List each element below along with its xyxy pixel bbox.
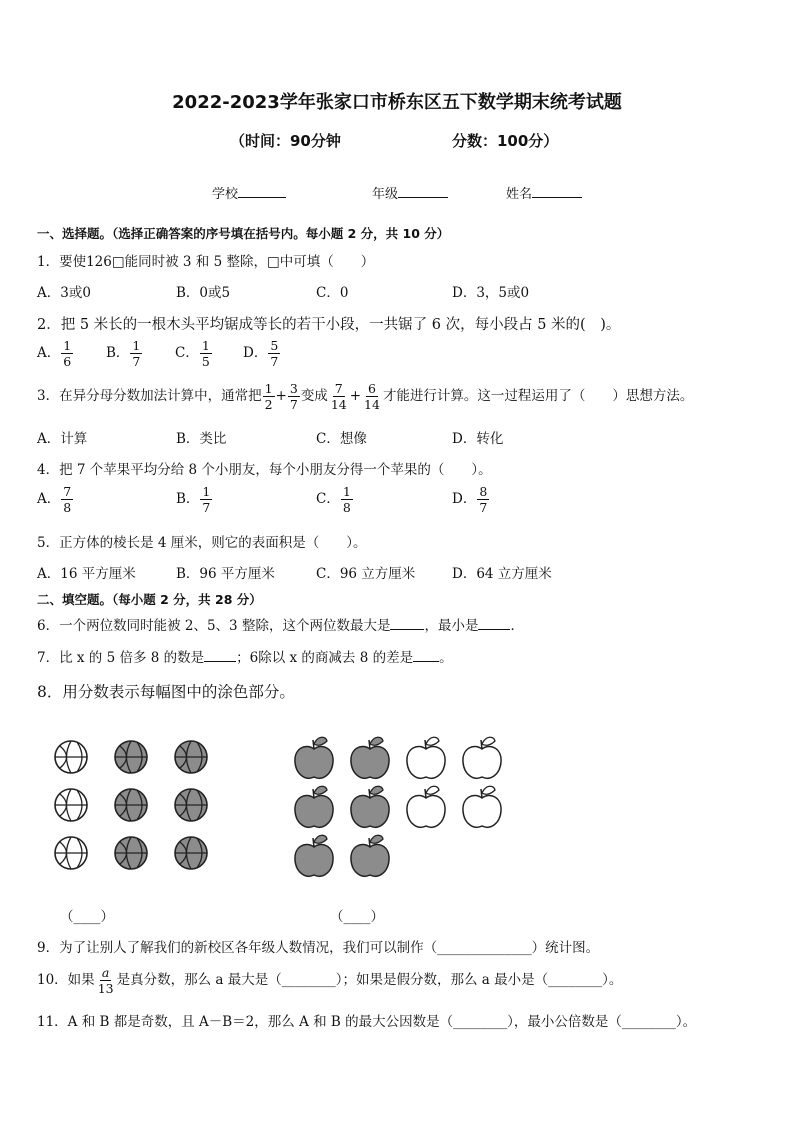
apple-figure [285, 730, 515, 880]
q8-blank-2[interactable]: （____） [330, 909, 384, 925]
q1-option-b[interactable]: B．0或5 [176, 285, 231, 301]
basketball-shaded-icon [175, 741, 207, 773]
q7-blank-2[interactable] [413, 649, 439, 662]
q4-option-d[interactable]: D． $\frac{8}{7}$ [452, 484, 488, 515]
school-field [212, 183, 286, 202]
question-11: 11．A 和 B 都是奇数，且 A－B＝2，那么 A 和 B 的最大公因数是（________），最小公倍数是（________）。 [37, 1014, 697, 1030]
apple-shaded-icon [351, 737, 389, 778]
q1-option-a[interactable]: A．3或0 [37, 285, 91, 301]
question-8: 8．用分数表示每幅图中的涂色部分。 [37, 683, 295, 701]
question-3: 3．在异分母分数加法计算中，通常把 $\frac{1}{2}$ + $\frac{3}{7}$ 变成 $\frac{7}{14}$ + $\frac{6}{14}$ 才能进行计算。这一过程运用了（ ）思想方法。 [37, 381, 694, 412]
q5-option-d[interactable]: D．64 立方厘米 [452, 566, 552, 582]
q6-blank-1[interactable] [390, 617, 424, 630]
basketball-shaded-icon [175, 789, 207, 821]
basketball-shaded-icon [115, 741, 147, 773]
question-1: 1．要使126□能同时被 3 和 5 整除，□中可填（ ） [37, 254, 375, 270]
name-field [506, 183, 582, 202]
question-6: 6．一个两位数同时能被 2、5、3 整除，这个两位数最大是 ，最小是 ． [37, 618, 524, 634]
time-label: （时间：90分钟 [230, 132, 341, 150]
q3-option-c[interactable]: C．想像 [316, 431, 367, 447]
apple-icon [407, 786, 445, 827]
name-label: 姓名 [506, 187, 533, 202]
q5-option-a[interactable]: A．16 平方厘米 [37, 566, 136, 582]
q1-option-d[interactable]: D．3，5或0 [452, 285, 530, 301]
q2-option-a[interactable]: A． $\frac{1}{6}$ [37, 338, 72, 369]
score-label: 分数：100分） [452, 132, 559, 150]
basketball-shaded-icon [115, 789, 147, 821]
apple-icon [463, 737, 501, 778]
basketball-icon [55, 789, 87, 821]
grade-blank[interactable] [398, 185, 448, 198]
apple-shaded-icon [295, 737, 333, 778]
basketball-figure [45, 730, 245, 880]
apple-shaded-icon [295, 835, 333, 876]
school-label: 学校 [212, 187, 239, 202]
q4-option-c[interactable]: C． $\frac{1}{8}$ [316, 484, 351, 515]
q1-option-c[interactable]: C．0 [316, 285, 349, 301]
q4-option-a[interactable]: A． $\frac{7}{8}$ [37, 484, 72, 515]
q8-blank-1[interactable]: （____） [60, 909, 114, 925]
q5-option-c[interactable]: C．96 立方厘米 [316, 566, 416, 582]
basketball-icon [55, 741, 87, 773]
q2-option-b[interactable]: B． $\frac{1}{7}$ [106, 338, 141, 369]
apple-shaded-icon [295, 786, 333, 827]
apple-icon [463, 786, 501, 827]
grade-field [372, 183, 448, 202]
section2-heading: 二、填空题。（每小题 2 分，共 28 分） [37, 592, 262, 607]
q2-option-c[interactable]: C． $\frac{1}{5}$ [175, 338, 210, 369]
question-7: 7．比 x 的 5 倍多 8 的数是 ；6除以 x 的商减去 8 的差是 。 [37, 650, 453, 666]
page-title: 2022-2023学年张家口市桥东区五下数学期末统考试题 [172, 92, 622, 113]
q5-option-b[interactable]: B．96 平方厘米 [176, 566, 275, 582]
q3-option-a[interactable]: A．计算 [37, 431, 88, 447]
question-2: 2．把 5 米长的一根木头平均锯成等长的若干小段，一共锯了 6 次，每小段占 5 米的( )。 [37, 317, 621, 333]
q6-blank-2[interactable] [478, 617, 510, 630]
q4-option-b[interactable]: B． $\frac{1}{7}$ [176, 484, 211, 515]
q3-option-d[interactable]: D．转化 [452, 431, 504, 447]
question-4: 4．把 7 个苹果平均分给 8 个小朋友，每个小朋友分得一个苹果的（ ）。 [37, 462, 492, 478]
question-10: 10．如果 $\frac{a}{13}$ 是真分数，那么 a 最大是（________）；如果是假分数，那么 a 最小是（________）。 [37, 965, 623, 996]
basketball-shaded-icon [115, 837, 147, 869]
question-9: 9．为了让别人了解我们的新校区各年级人数情况，我们可以制作（______________）统计图。 [37, 940, 600, 956]
grade-label: 年级 [372, 187, 399, 202]
apple-shaded-icon [351, 835, 389, 876]
basketball-shaded-icon [175, 837, 207, 869]
q7-blank-1[interactable] [204, 649, 236, 662]
question-5: 5．正方体的棱长是 4 厘米，则它的表面积是（ ）。 [37, 535, 367, 551]
basketball-icon [55, 837, 87, 869]
apple-shaded-icon [351, 786, 389, 827]
q3-option-b[interactable]: B．类比 [176, 431, 227, 447]
section1-heading: 一、选择题。（选择正确答案的序号填在括号内。每小题 2 分，共 10 分） [37, 226, 450, 241]
name-blank[interactable] [532, 185, 582, 198]
school-blank[interactable] [238, 185, 286, 198]
q2-option-d[interactable]: D． $\frac{5}{7}$ [243, 338, 279, 369]
apple-icon [407, 737, 445, 778]
